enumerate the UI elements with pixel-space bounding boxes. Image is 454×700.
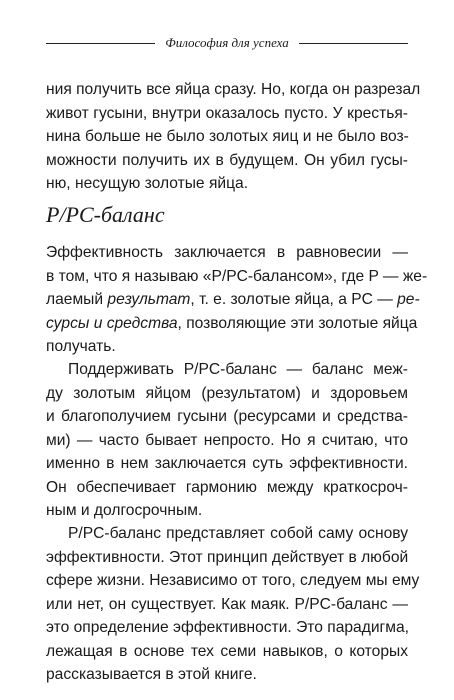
running-head [46, 34, 408, 52]
paragraph-continuation [46, 78, 421, 196]
text-line: рассказывается в этой книге. [46, 666, 257, 683]
text-line: Эффективность заключается в равновесии — [46, 244, 408, 261]
text-line: и благополучием гусыни (ресурсами и средства- [46, 408, 408, 425]
text-line: ния получить все яйца сразу. Но, когда он разрезал [46, 81, 421, 98]
text-line: в том, что я называю «P/PC-балансом», где P — же- [46, 267, 428, 285]
text-line: это определение эффективности. Это парадигма, [46, 619, 409, 636]
running-head-rule-right [299, 43, 408, 44]
text-line: нина больше не было золотых яиц и не было воз- [46, 128, 409, 145]
text-run: лаемый [46, 291, 108, 308]
emphasis-resources-start: ре- [397, 291, 420, 308]
text-line [46, 312, 418, 336]
text-line: Поддерживать P/PC-баланс — баланс меж- [68, 361, 408, 378]
text-line: сфере жизни. Независимо от того, следуем мы ему [46, 572, 420, 589]
text-line: получать. [46, 338, 116, 355]
text-line [46, 288, 420, 312]
text-line: P/PC-баланс представляет собой саму основу [68, 525, 408, 542]
text-run: , позволяющие эти золотые яйца [177, 314, 418, 332]
text-line: именно в нем заключается суть эффективности. [46, 455, 408, 472]
paragraph-definition [46, 241, 428, 359]
text-line: ми) — часто бывает непросто. Но я считаю, что [46, 431, 408, 449]
text-line: живот гусыни, внутри оказалось пусто. У крестья- [46, 104, 408, 122]
running-head-title: Философия для успеха [165, 35, 289, 50]
paragraph-foundation [46, 522, 420, 687]
text-line: можности получить их в будущем. Он убил гусы- [46, 151, 408, 169]
text-line: эффективности. Этот принцип действует в любой [46, 548, 409, 566]
text-line: ду золотым яйцом (результатом) и здоровьем [46, 384, 408, 402]
emphasis-resources-end: сурсы и средства [46, 314, 178, 332]
text-line: ню, несущую золотые яйца. [46, 175, 249, 192]
text-line: Он обеспечивает гармонию между краткосроч- [46, 478, 408, 496]
text-line: или нет, он существует. Как маяк. P/PC-баланс — [46, 595, 408, 613]
text-line: ным и долгосрочным. [46, 502, 203, 519]
text-run: , т. е. золотые яйца, а PC — [190, 291, 398, 308]
running-head-rule-left [46, 43, 155, 44]
text-line: лежащая в основе тех семи навыков, о которых [46, 642, 408, 660]
section-heading: P/PC-баланс [46, 202, 165, 227]
emphasis-result: результат [107, 291, 191, 308]
paragraph-balance [46, 358, 408, 523]
